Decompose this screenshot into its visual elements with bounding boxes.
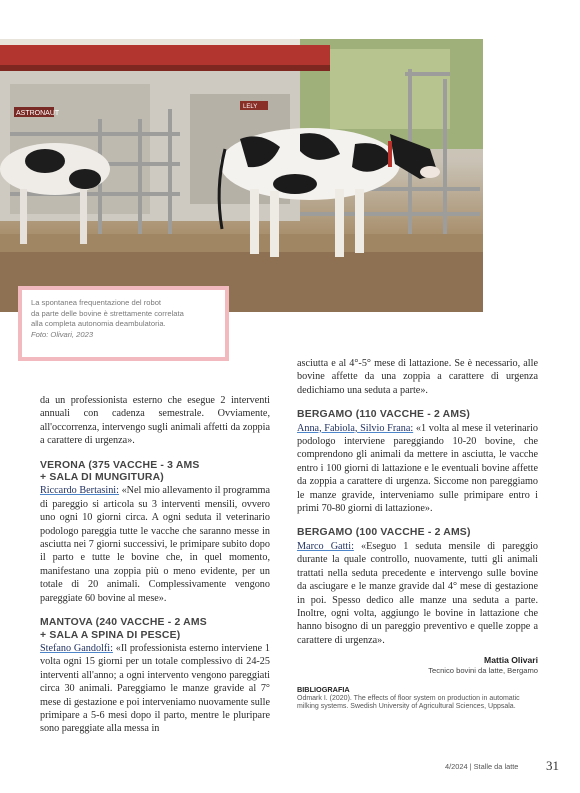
paragraph: da un professionista esterno che esegue 2 interventi annuali con cadenza semestrale. Ovviamente, all'occorrenza, intervengo sugli animali affetti da zoppia a carattere di urgenza». — [40, 395, 270, 447]
photo-credit: Foto: Olivari, 2023 — [31, 329, 94, 339]
author-name: Mattia Olivari — [484, 655, 538, 666]
issue-label: 4/2024 | Stalle da latte — [445, 762, 519, 771]
right-column — [297, 357, 538, 712]
paragraph — [40, 642, 270, 736]
page-number: 31 — [546, 758, 559, 773]
barn-scene-illustration — [0, 39, 483, 312]
paragraph — [297, 422, 538, 516]
photo-caption — [18, 286, 229, 361]
quote-text: «Eseguo 1 seduta mensile di pareggio durante la quale controllo, nuovamente, tutti gli animali trattati nella seduta precedente e intervengo sulle bovine da asciugare e le manze gravide dal 4° mese di gestazione in poi. Spesso dedico alle manze una seduta a parte. Inoltre, ogni volta, aggiungo le bovine in lattazione che hanno bisogno di un pareggio preventivo e quelle zoppe a carattere di urgenza». — [297, 540, 538, 646]
caption-line: La spontanea frequentazione del robot — [31, 298, 162, 307]
section-title — [297, 527, 538, 539]
page-footer — [445, 758, 565, 774]
section-title-line: + SALA DI MUNGITURA) — [40, 472, 164, 484]
caption-line: da parte delle bovine è strettamente correlata — [31, 308, 184, 318]
section-title — [297, 409, 538, 421]
author-signature — [297, 655, 538, 676]
left-column — [40, 394, 270, 736]
bibliography-title: BIBLIOGRAFIA — [297, 685, 350, 695]
speaker-name: Riccardo Bertasini: — [40, 485, 119, 497]
bibliography — [297, 686, 538, 712]
section-title — [40, 617, 270, 642]
section-title-line: VERONA (375 VACCHE - 3 AMS — [40, 459, 200, 471]
caption-line: alla completa autonomia deambulatoria. — [31, 319, 166, 329]
paragraph — [297, 540, 538, 647]
section-title-line: MANTOVA (240 VACCHE - 2 AMS — [40, 617, 207, 629]
section-title — [40, 460, 270, 485]
speaker-name: Marco Gatti: — [297, 540, 354, 552]
robot-sign-2-text: LELY — [243, 104, 258, 110]
speaker-name: Stefano Gandolfi: — [40, 642, 113, 654]
quote-text: «1 volta al mese il veterinario podologo interviene pareggiando 10-20 bovine, che comprendono gli animali da mettere in asciutta, le vacche entro i 100 giorni di lattazione e le eventuali bovine affette da zoppia a carattere di urgenza. Siccome non pareggiamo le manze gravide, interveniamo sulle primipare entro i primi 70-80 giorni di lattazione». — [297, 422, 538, 515]
speaker-name: Anna, Fabiola, Silvio Frana: — [297, 422, 414, 434]
paragraph: asciutta e al 4°-5° mese di lattazione. Se è necessario, alle bovine affette da una zoppia a carattere di urgenza dedichiamo una seduta a parte». — [297, 358, 538, 396]
section-title-line: + SALA A SPINA DI PESCE) — [40, 629, 181, 641]
author-role: Tecnico bovini da latte, Bergamo — [428, 666, 538, 676]
section-title-line: BERGAMO (100 VACCHE - 2 AMS) — [297, 527, 471, 539]
paragraph — [40, 484, 270, 605]
quote-text: «Il professionista esterno interviene 1 volta ogni 15 giorni per un totale complessivo di 24-25 interventi all'anno; a ogni intervento vengono pareggiati circa 30 animali. Pareggiamo le manze gravide al 7° mese di gestazione e poi interveniamo nuovamente sulle primipare a 5-6 mesi dopo il parto, mentre le pluripare sono pareggiate alla messa in — [40, 642, 270, 735]
quote-text: «Nel mio allevamento il programma di pareggio si articola su 3 interventi mensili, ovvero uno ogni 10 giorni circa. A ogni seduta il veterinario podologo pareggia tutte le vacche che saranno messe in asciutta nei 7 giorni successivi, le primipare subito dopo il parto e tutte le bovine che, in quel momento, manifestano una zoppia più o meno evidente, per un totale di 20 animali. Complessivamente vengono pareggiate 60 bovine al mese». — [40, 485, 270, 604]
section-title-line: BERGAMO (110 VACCHE - 2 AMS) — [297, 409, 471, 421]
bibliography-entry: Odmark I. (2020). The effects of floor system on production in automatic milking systems. Swedish University of Agricultural Sciences, Uppsala. — [297, 694, 520, 711]
robot-sign-text: ASTRONAUT — [16, 110, 60, 117]
cow-photo — [0, 39, 483, 312]
